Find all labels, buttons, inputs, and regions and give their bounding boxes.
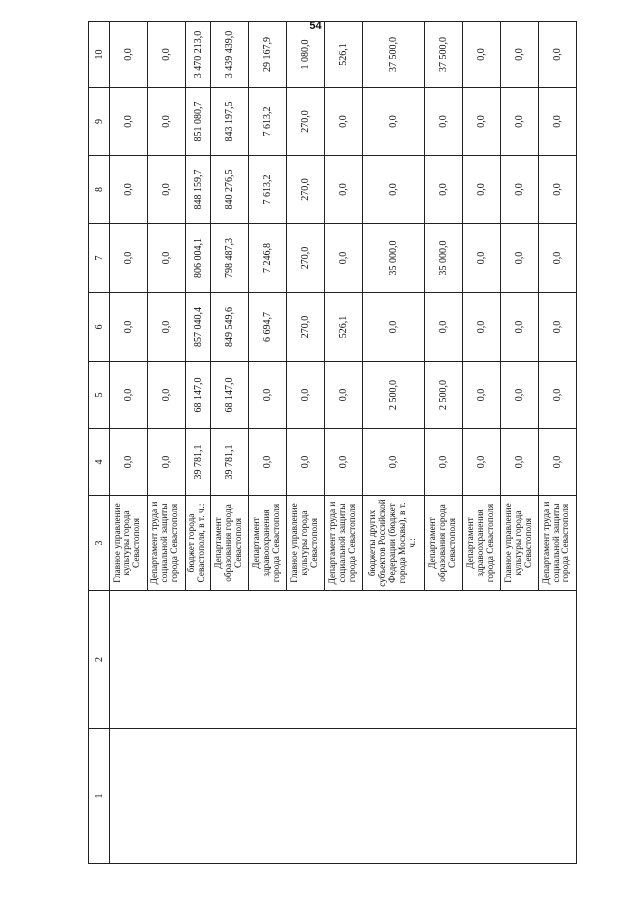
row-label: бюджеты других субъектов Российской Федерации (бюджет города Москвы), в т. ч.: bbox=[363, 496, 425, 591]
merged-cell-col1 bbox=[110, 729, 577, 864]
value-cell: 0,0 bbox=[147, 362, 185, 429]
budget-table-body bbox=[89, 22, 577, 864]
value-cell: 848 159,7 bbox=[185, 156, 211, 224]
value-cell: 3 439 439,0 bbox=[211, 22, 249, 88]
rotated-table-container bbox=[88, 30, 577, 864]
value-cell: 68 147,0 bbox=[211, 362, 249, 429]
column-header: 6 bbox=[89, 293, 110, 362]
value-cell: 857 040,4 bbox=[185, 293, 211, 362]
row-label: Главное управление культуры города Севастополя bbox=[501, 496, 539, 591]
row-label: Департамент здравоохранения города Севастополя bbox=[249, 496, 287, 591]
value-cell: 270,0 bbox=[287, 156, 325, 224]
value-cell: 0,0 bbox=[147, 88, 185, 156]
value-cell: 0,0 bbox=[287, 429, 325, 496]
value-cell: 7 613,2 bbox=[249, 88, 287, 156]
value-cell: 843 197,5 bbox=[211, 88, 249, 156]
value-cell: 0,0 bbox=[110, 429, 148, 496]
value-cell: 0,0 bbox=[539, 429, 577, 496]
value-cell: 270,0 bbox=[287, 224, 325, 293]
value-cell: 0,0 bbox=[363, 156, 425, 224]
column-header: 2 bbox=[89, 591, 110, 729]
value-cell: 270,0 bbox=[287, 293, 325, 362]
value-cell: 270,0 bbox=[287, 88, 325, 156]
value-cell: 798 487,3 bbox=[211, 224, 249, 293]
value-cell: 0,0 bbox=[539, 293, 577, 362]
value-cell: 0,0 bbox=[539, 362, 577, 429]
value-cell: 0,0 bbox=[463, 362, 501, 429]
row-label: Главное управление культуры города Севастополя bbox=[287, 496, 325, 591]
value-cell: 806 004,1 bbox=[185, 224, 211, 293]
value-cell: 0,0 bbox=[425, 88, 463, 156]
value-cell: 39 781,1 bbox=[211, 429, 249, 496]
value-cell: 0,0 bbox=[325, 156, 363, 224]
row-label: Департамент образования города Севастополя bbox=[425, 496, 463, 591]
value-cell: 0,0 bbox=[425, 293, 463, 362]
value-cell: 0,0 bbox=[325, 88, 363, 156]
table-row bbox=[110, 22, 148, 864]
column-header: 9 bbox=[89, 88, 110, 156]
row-label: бюджет города Севастополя, в т. ч.: bbox=[185, 496, 211, 591]
value-cell: 1 080,0 bbox=[287, 22, 325, 88]
value-cell: 39 781,1 bbox=[185, 429, 211, 496]
column-header: 3 bbox=[89, 496, 110, 591]
value-cell: 37 500,0 bbox=[363, 22, 425, 88]
value-cell: 35 000,0 bbox=[425, 224, 463, 293]
column-header: 7 bbox=[89, 224, 110, 293]
value-cell: 0,0 bbox=[501, 22, 539, 88]
value-cell: 0,0 bbox=[287, 362, 325, 429]
value-cell: 0,0 bbox=[501, 156, 539, 224]
value-cell: 0,0 bbox=[463, 22, 501, 88]
value-cell: 0,0 bbox=[110, 362, 148, 429]
value-cell: 0,0 bbox=[363, 293, 425, 362]
value-cell: 0,0 bbox=[463, 88, 501, 156]
value-cell: 849 549,6 bbox=[211, 293, 249, 362]
value-cell: 0,0 bbox=[539, 224, 577, 293]
value-cell: 3 470 213,0 bbox=[185, 22, 211, 88]
row-label: Департамент труда и социальной защиты города Севастополя bbox=[147, 496, 185, 591]
value-cell: 35 000,0 bbox=[363, 224, 425, 293]
value-cell: 0,0 bbox=[147, 293, 185, 362]
value-cell: 0,0 bbox=[501, 362, 539, 429]
value-cell: 851 080,7 bbox=[185, 88, 211, 156]
value-cell: 0,0 bbox=[425, 156, 463, 224]
value-cell: 68 147,0 bbox=[185, 362, 211, 429]
column-header: 10 bbox=[89, 22, 110, 88]
row-label: Департамент здравоохранения города Севастополя bbox=[463, 496, 501, 591]
value-cell: 2 500,0 bbox=[363, 362, 425, 429]
value-cell: 7 613,2 bbox=[249, 156, 287, 224]
value-cell: 0,0 bbox=[463, 156, 501, 224]
value-cell: 0,0 bbox=[363, 88, 425, 156]
value-cell: 0,0 bbox=[539, 22, 577, 88]
column-header-row bbox=[89, 22, 110, 864]
value-cell: 0,0 bbox=[501, 293, 539, 362]
value-cell: 0,0 bbox=[325, 362, 363, 429]
value-cell: 0,0 bbox=[110, 224, 148, 293]
value-cell: 0,0 bbox=[110, 88, 148, 156]
row-label: Департамент образования города Севастополя bbox=[211, 496, 249, 591]
value-cell: 0,0 bbox=[539, 88, 577, 156]
value-cell: 0,0 bbox=[363, 429, 425, 496]
value-cell: 0,0 bbox=[147, 22, 185, 88]
row-label: Департамент труда и социальной защиты города Севастополя bbox=[539, 496, 577, 591]
value-cell: 0,0 bbox=[325, 429, 363, 496]
value-cell: 0,0 bbox=[539, 156, 577, 224]
rotated-table-area bbox=[88, 30, 577, 864]
value-cell: 0,0 bbox=[463, 429, 501, 496]
value-cell: 0,0 bbox=[425, 429, 463, 496]
value-cell: 0,0 bbox=[463, 293, 501, 362]
value-cell: 6 694,7 bbox=[249, 293, 287, 362]
value-cell: 0,0 bbox=[325, 224, 363, 293]
column-header: 1 bbox=[89, 729, 110, 864]
budget-table bbox=[88, 21, 577, 864]
value-cell: 0,0 bbox=[147, 429, 185, 496]
row-label: Департамент труда и социальной защиты города Севастополя bbox=[325, 496, 363, 591]
value-cell: 0,0 bbox=[249, 429, 287, 496]
value-cell: 526,1 bbox=[325, 293, 363, 362]
value-cell: 29 167,9 bbox=[249, 22, 287, 88]
value-cell: 526,1 bbox=[325, 22, 363, 88]
value-cell: 0,0 bbox=[147, 156, 185, 224]
value-cell: 0,0 bbox=[110, 156, 148, 224]
value-cell: 0,0 bbox=[501, 429, 539, 496]
row-label: Главное управление культуры города Севастополя bbox=[110, 496, 148, 591]
value-cell: 0,0 bbox=[249, 362, 287, 429]
value-cell: 37 500,0 bbox=[425, 22, 463, 88]
value-cell: 0,0 bbox=[147, 224, 185, 293]
value-cell: 7 246,8 bbox=[249, 224, 287, 293]
value-cell: 840 276,5 bbox=[211, 156, 249, 224]
value-cell: 0,0 bbox=[463, 224, 501, 293]
value-cell: 0,0 bbox=[501, 88, 539, 156]
value-cell: 0,0 bbox=[501, 224, 539, 293]
value-cell: 2 500,0 bbox=[425, 362, 463, 429]
value-cell: 0,0 bbox=[110, 293, 148, 362]
column-header: 5 bbox=[89, 362, 110, 429]
merged-cell-col2 bbox=[110, 591, 577, 729]
value-cell: 0,0 bbox=[110, 22, 148, 88]
column-header: 4 bbox=[89, 429, 110, 496]
page-number: 54 bbox=[309, 20, 322, 32]
column-header: 8 bbox=[89, 156, 110, 224]
